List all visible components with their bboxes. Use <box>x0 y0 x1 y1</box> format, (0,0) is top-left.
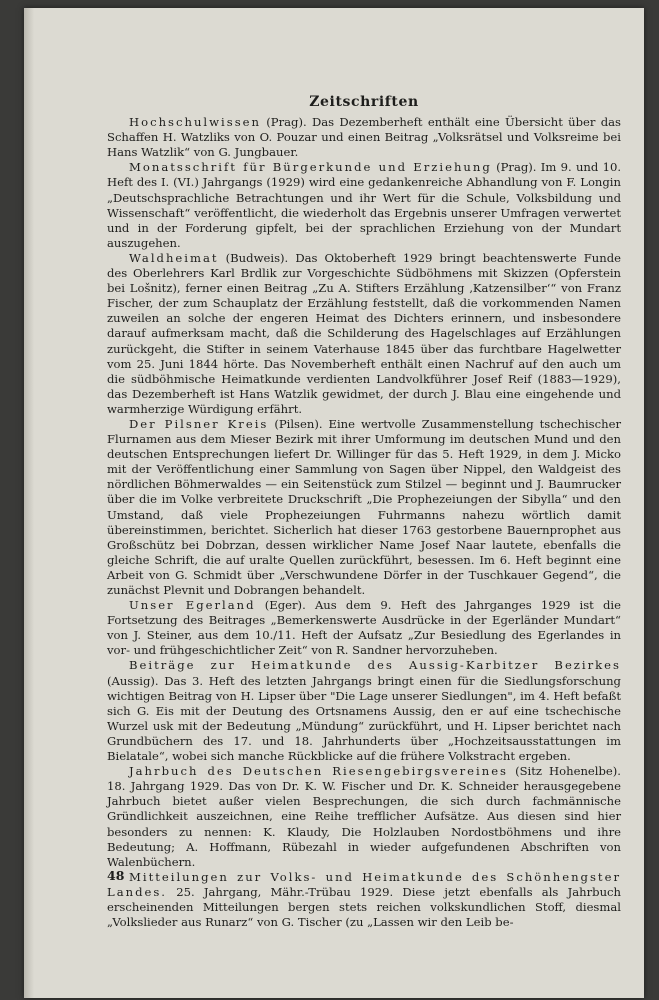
paragraph-hochschulwissen <box>107 115 621 160</box>
paragraph-pilsner-kreis <box>107 417 621 598</box>
journal-name: Monatsschrift für Bürgerkunde und Erziehung <box>129 160 492 175</box>
binding-shadow <box>24 8 34 998</box>
paragraph-schoenhengster-land <box>107 870 621 930</box>
journal-name: Mitteilungen zur Volks- und Heimatkunde des Schönhengster Landes. <box>107 869 621 899</box>
journal-place: (Budweis). <box>225 250 289 265</box>
journal-name: Jahrbuch des Deutschen Riesengebirgsvereines <box>129 764 509 779</box>
journal-name: Unser Egerland <box>129 598 256 613</box>
journal-place: (Prag). <box>496 160 537 175</box>
journal-name: Der Pilsner Kreis <box>129 416 269 431</box>
paragraph-aussig-karbitz <box>107 658 621 764</box>
paragraph-text: Das Dezemberheft enthält eine Übersicht über das Schaffen H. Watzliks von O. Pouzar und einen Beitrag „Volksrätsel und Volksreime bei Hans Watzlik“ von G. Jungbauer. <box>107 115 621 160</box>
paragraph-text: Aus dem 9. Heft des Jahrganges 1929 ist die Fortsetzung des Beitrages „Bemerkenswerte Ausdrücke in der Egerländer Mundart“ von J. Steiner, aus dem 10./11. Heft der Aufsatz „Zur Besiedlung des Egerlandes in vor- und frühgeschichtlicher Zeit“ von R. Sandner hervorzuheben. <box>107 598 621 658</box>
journal-place: (Pilsen). <box>274 416 323 431</box>
paragraph-waldheimat <box>107 251 621 417</box>
journal-place: (Prag). <box>266 115 307 130</box>
journal-name: Hochschulwissen <box>129 115 261 130</box>
journal-name: Waldheimat <box>129 250 219 265</box>
paragraph-text: Im 9. und 10. Heft des I. (VI.) Jahrgangs (1929) wird eine gedankenreiche Abhandlung von F. Longin „Deutschsprachliche Betrachtungen und ihr Wert für die Schule, Volksbildung und Wissenschaft“ veröffentlicht, die wiederholt das Ergebnis unserer Umfragen verwertet und in der Forderung gipfelt, bei der sprachlichen Erziehung von der Mundart auszugehen. <box>107 160 622 250</box>
journal-name: Beiträge zur Heimatkunde des Aussig-Karbitzer Bezirkes <box>129 658 621 673</box>
paragraph-text: 25. Jahrgang, Mähr.-Trübau 1929. Diese jetzt ebenfalls als Jahrbuch erscheinenden Mitteilungen bergen stets reichen volkskundlichen Stoff, diesmal „Volkslieder aus Runarz“ von G. Tischer (zu „Lassen wir den Leib be- <box>107 884 622 930</box>
page-number: 48 <box>107 868 125 883</box>
section-title: Zeitschriften <box>309 94 419 110</box>
journal-place: (Aussig). <box>107 673 159 688</box>
paragraph-text: Das 3. Heft des letzten Jahrgangs bringt einen für die Siedlungsforschung wichtigen Beitrag von H. Lipser über "Die Lage unserer Siedlungen", im 4. Heft befaßt sich G. Eis mit der Deutung des Ortsnamens Aussig, den er auf eine tschechische Wurzel usk mit der Bedeutung „Mündung“ zurückführt, und H. Lipser berichtet nach Grundbüchern des 17. und 18. Jahrhunderts über „Hochzeitsausstattungen im Bielatale“, wobei sich manche Rückblicke auf die frühere Volkstracht ergeben. <box>107 673 621 764</box>
paragraph-monatsschrift <box>107 160 621 251</box>
page-content <box>107 95 621 930</box>
paragraph-unser-egerland <box>107 598 621 658</box>
paragraph-text: Das Oktoberheft 1929 bringt beachtenswerte Funde des Oberlehrers Karl Brdlik zur Vorgeschichte Südböhmens mit Skizzen (Opferstein bei Lošnitz), ferner einen Beitrag „Zu A. Stifters Erzählung ‚Katzensilber‘“ von Franz Fischer, der zum Schauplatz der Erzählung feststellt, daß die vorkommenden Namen zuweilen an solche der engeren Heimat des Dichters erinnern, und insbesondere darauf aufmerksam macht, daß die Schilderung des Hagelschlages auf Erzählungen zurückgeht, die Stifter in seinem Vaterhause 1845 über das furchtbare Hagelwetter vom 25. Juni 1844 hörte. Das Novemberheft enthält einen Nachruf auf den auch um die südböhmische Heimatkunde verdienten Landvolkführer Josef Reif (1883—1929), das Dezemberheft ist Hans Watzlik gewidmet, der durch J. Blau eine eingehende und warmherzige Würdigung erfährt. <box>107 250 622 416</box>
journal-place: (Sitz Hohenelbe). <box>515 764 621 779</box>
paragraph-text: 18. Jahrgang 1929. Das von Dr. K. W. Fischer und Dr. K. Schneider herausgegebene Jahrbuch bietet außer vielen Besprechungen, die sich durch fachmännische Gründlichkeit auszeichnen, eine Reihe trefflicher Aufsätze. Aus diesen sind hier besonders zu nennen: K. Klaudy, Die Holzlauben Nordostböhmens und ihre Bedeutung; A. Hoffmann, Rübezahl in wieder aufgefundenen Abschriften von Walenbüchern. <box>107 779 621 869</box>
paragraph-riesengebirgsverein <box>107 764 621 870</box>
paragraph-text: Eine wertvolle Zusammenstellung tschechischer Flurnamen aus dem Mieser Bezirk mit ihrer Umformung im deutschen Mund und den deutschen Entsprechungen liefert Dr. Willinger für das 5. Heft 1929, in dem J. Micko mit der Veröffentlichung einer Sammlung von Sagen über Nippel, den Waldgeist des nördlichen Böhmerwaldes — ein Seitenstück zum Stilzel — beginnt und J. Baumrucker über die im Volke verbreitete Druckschrift „Die Prophezeiungen der Sibylla“ und den Umstand, daß viele Prophezeiungen Fuhrmanns nahezu wörtlich damit übereinstimmen, berichtet. Sicherlich hat dieser 1763 gestorbene Bauernprophet aus Großschütz bei Dobrzan, dessen wirklicher Name Josef Naar lautete, ebenfalls die gleiche Schrift, die auf uralte Quellen zurückführt, besessen. Im 6. Heft beginnt eine Arbeit von G. Schmidt über „Verschwundene Dörfer in der Tuschkauer Gegend“, die zunächst Plevnit und Dobrangen behandelt. <box>107 416 621 597</box>
journal-place: (Eger). <box>264 598 306 613</box>
document-page <box>24 8 644 998</box>
